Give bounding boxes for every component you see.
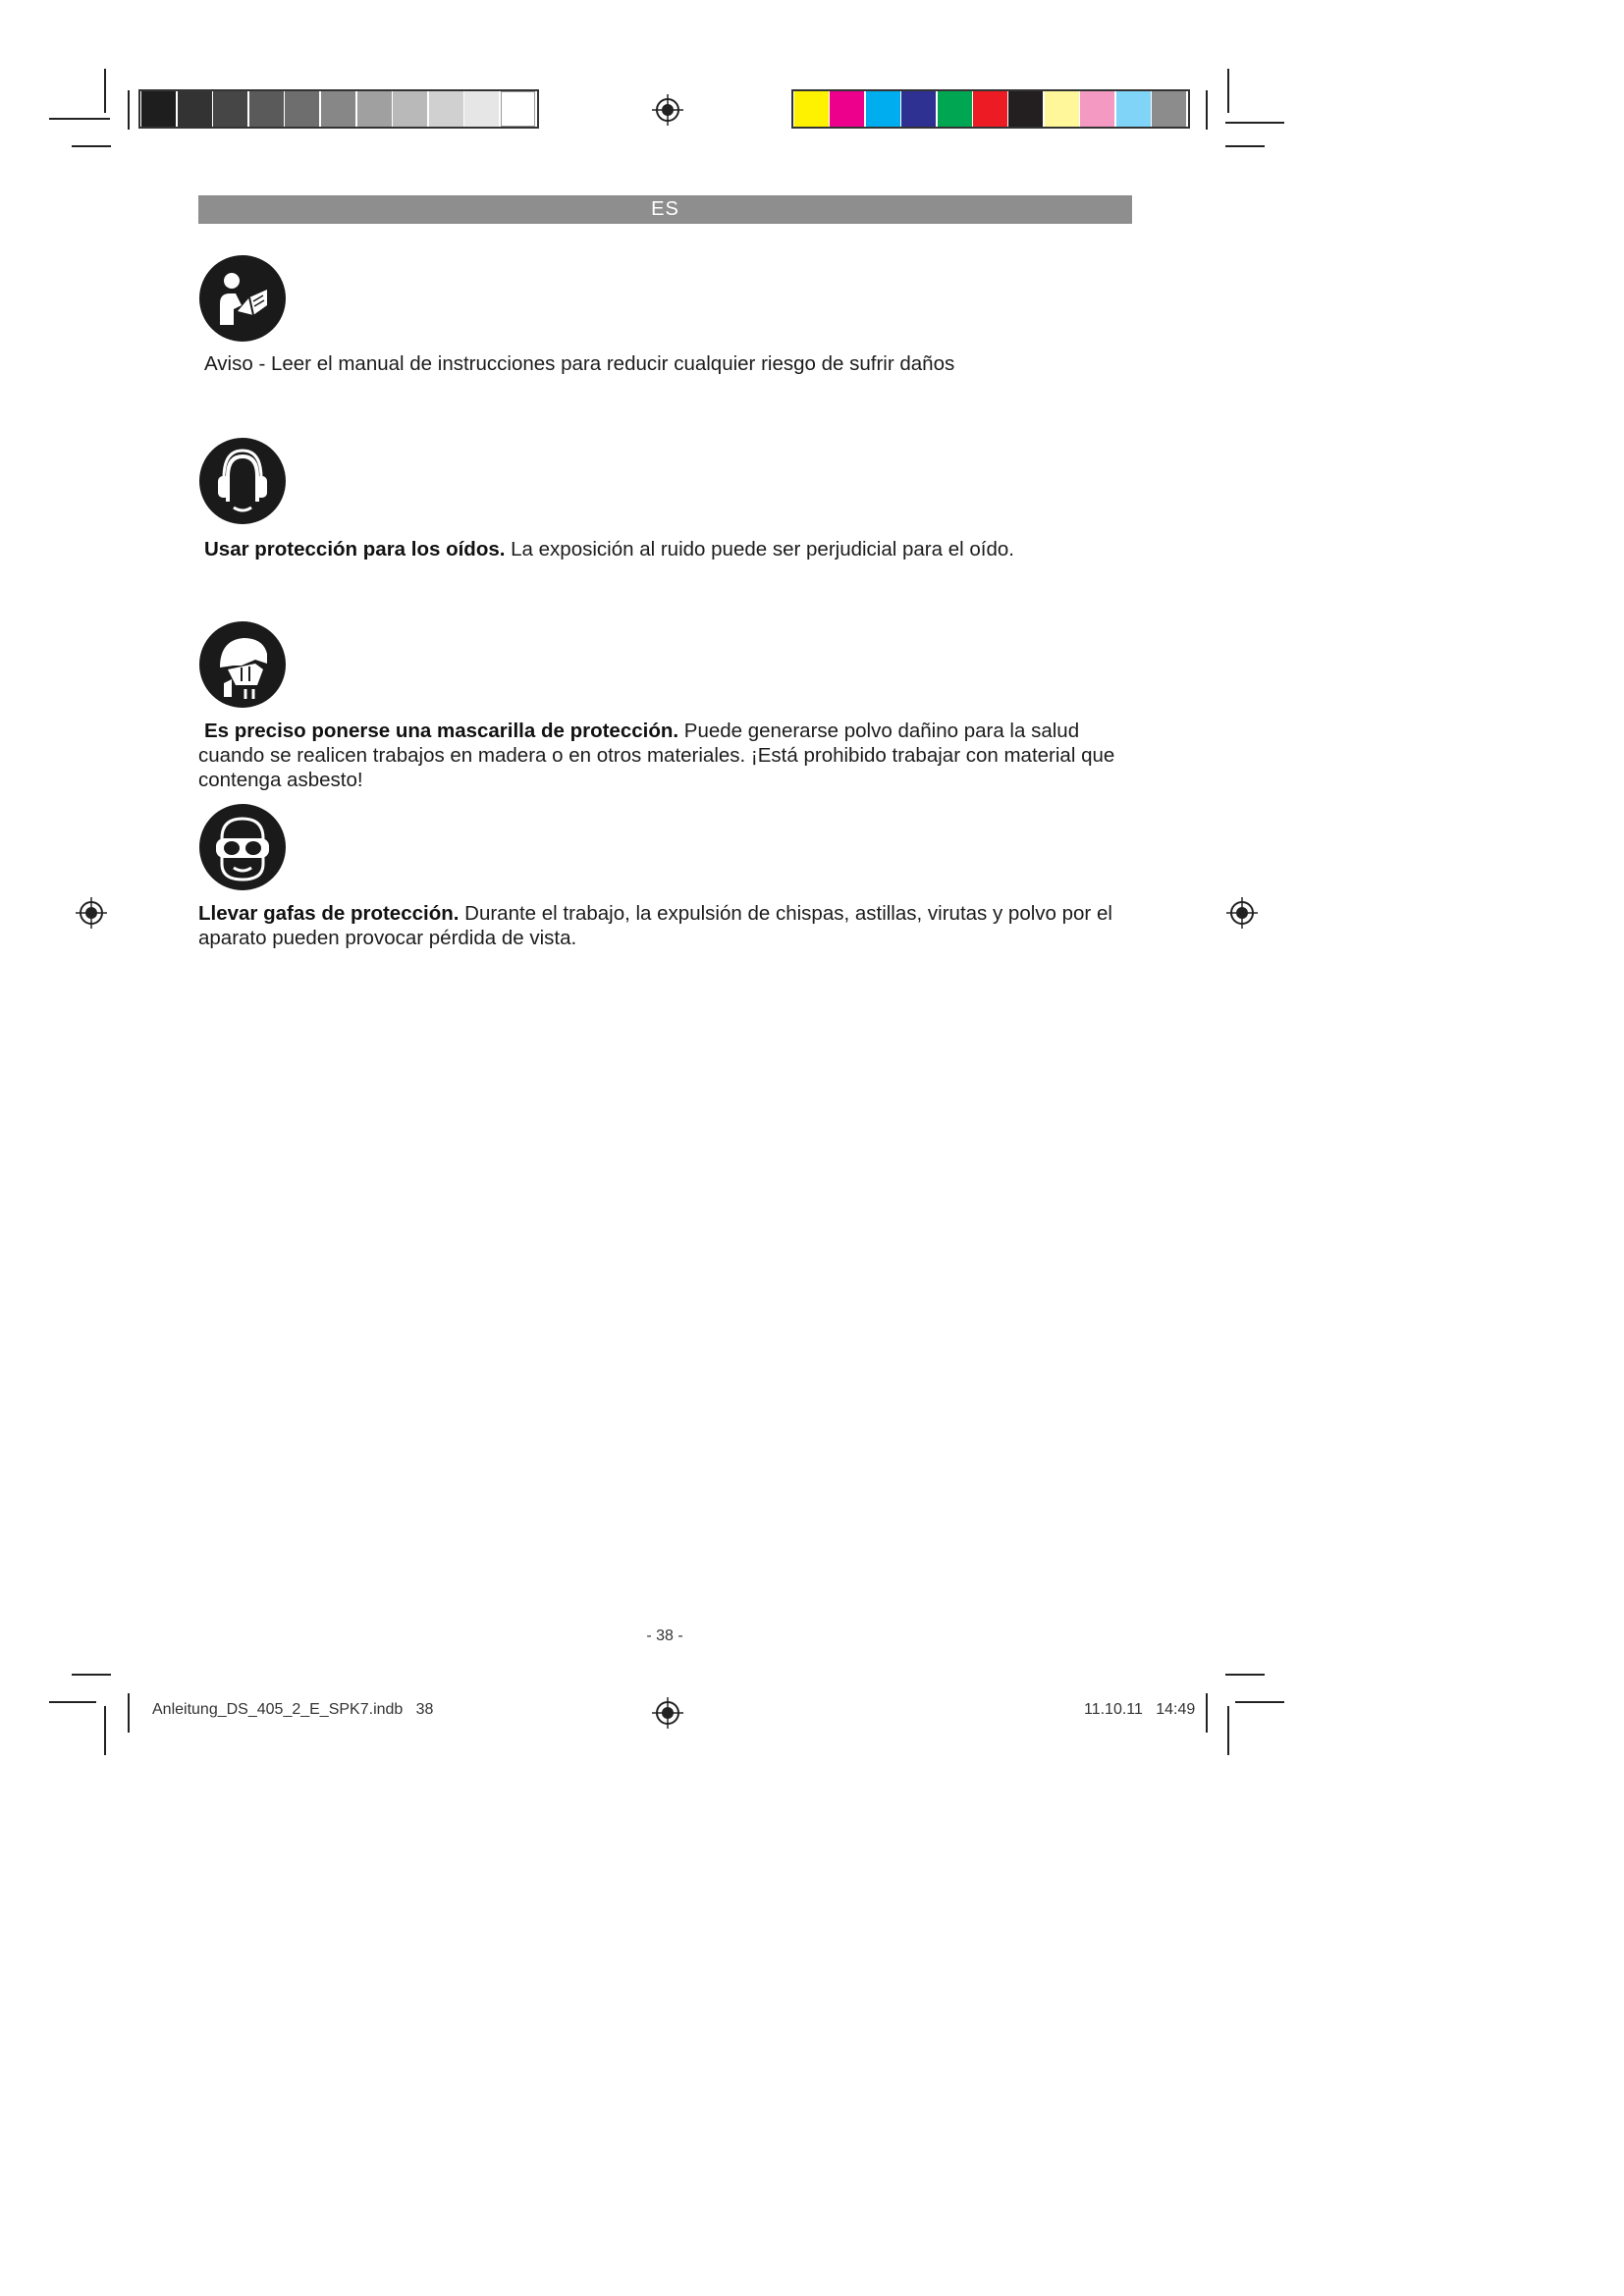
color-swatch	[901, 91, 936, 127]
registration-mark-icon	[652, 1697, 683, 1729]
page-number: - 38 -	[646, 1628, 683, 1644]
gray-swatch	[429, 91, 463, 127]
crop-mark	[1206, 1693, 1208, 1733]
read-manual-icon	[198, 254, 287, 343]
gray-swatch	[141, 91, 176, 127]
section-bold-text: Es preciso ponerse una mascarilla de protección.	[204, 720, 679, 742]
crop-mark	[1206, 90, 1208, 130]
crop-mark	[1225, 1674, 1265, 1676]
section-text: La exposición al ruido puede ser perjudicial para el oído.	[505, 538, 1014, 561]
crop-mark	[49, 1701, 96, 1703]
language-header-bar: ES	[198, 195, 1132, 224]
crop-mark	[1227, 1706, 1229, 1755]
section-text: Aviso - Leer el manual de instrucciones para reducir cualquier riesgo de sufrir daños	[204, 352, 955, 375]
gray-swatch	[285, 91, 319, 127]
crop-mark	[72, 145, 111, 147]
color-swatch	[1045, 91, 1079, 127]
registration-mark-icon	[1226, 897, 1258, 929]
registration-mark-icon	[652, 94, 683, 126]
gray-swatch	[501, 91, 535, 127]
section-text: Durante el trabajo, la expulsión de chispas, astillas, virutas y polvo por el aparato pueden provocar pérdida de vista.	[198, 902, 1112, 949]
dust-mask-icon	[198, 620, 287, 709]
color-swatch	[938, 91, 972, 127]
crop-mark	[128, 90, 130, 130]
color-swatch	[830, 91, 864, 127]
section-read-manual	[204, 351, 1137, 376]
ear-protection-icon	[198, 437, 287, 525]
gray-swatch	[213, 91, 247, 127]
section-dust-mask	[198, 719, 1131, 792]
footer-timestamp: 11.10.11 14:49	[1084, 1701, 1196, 1718]
crop-mark	[72, 1674, 111, 1676]
section-bold-text: Usar protección para los oídos.	[204, 538, 506, 561]
gray-swatch	[393, 91, 427, 127]
section-safety-goggles	[198, 901, 1131, 950]
crop-mark	[128, 1693, 130, 1733]
color-swatch	[973, 91, 1007, 127]
crop-mark	[1235, 1701, 1284, 1703]
gray-swatch	[249, 91, 284, 127]
gray-swatch	[357, 91, 392, 127]
section-text: Puede generarse polvo dañino para la salud cuando se realicen trabajos en madera o en otros materiales. ¡Está prohibido trabajar con material que contenga asbesto!	[198, 720, 1115, 791]
color-swatch	[794, 91, 829, 127]
safety-goggles-icon	[198, 803, 287, 891]
color-swatch	[866, 91, 900, 127]
color-swatch	[1008, 91, 1043, 127]
registration-mark-icon	[76, 897, 107, 929]
gray-swatch	[178, 91, 212, 127]
crop-mark	[49, 118, 110, 120]
crop-mark	[1227, 69, 1229, 113]
color-swatch	[1080, 91, 1114, 127]
color-swatch	[1116, 91, 1151, 127]
crop-mark	[1225, 122, 1284, 124]
color-swatch	[1152, 91, 1186, 127]
crop-mark	[104, 1706, 106, 1755]
section-bold-text: Llevar gafas de protección.	[198, 902, 460, 925]
section-ear-protection	[204, 537, 1137, 561]
gray-swatch	[464, 91, 499, 127]
crop-mark	[104, 69, 106, 113]
footer-file-name: Anleitung_DS_405_2_E_SPK7.indb 38	[152, 1701, 434, 1718]
gray-swatch	[321, 91, 355, 127]
crop-mark	[1225, 145, 1265, 147]
